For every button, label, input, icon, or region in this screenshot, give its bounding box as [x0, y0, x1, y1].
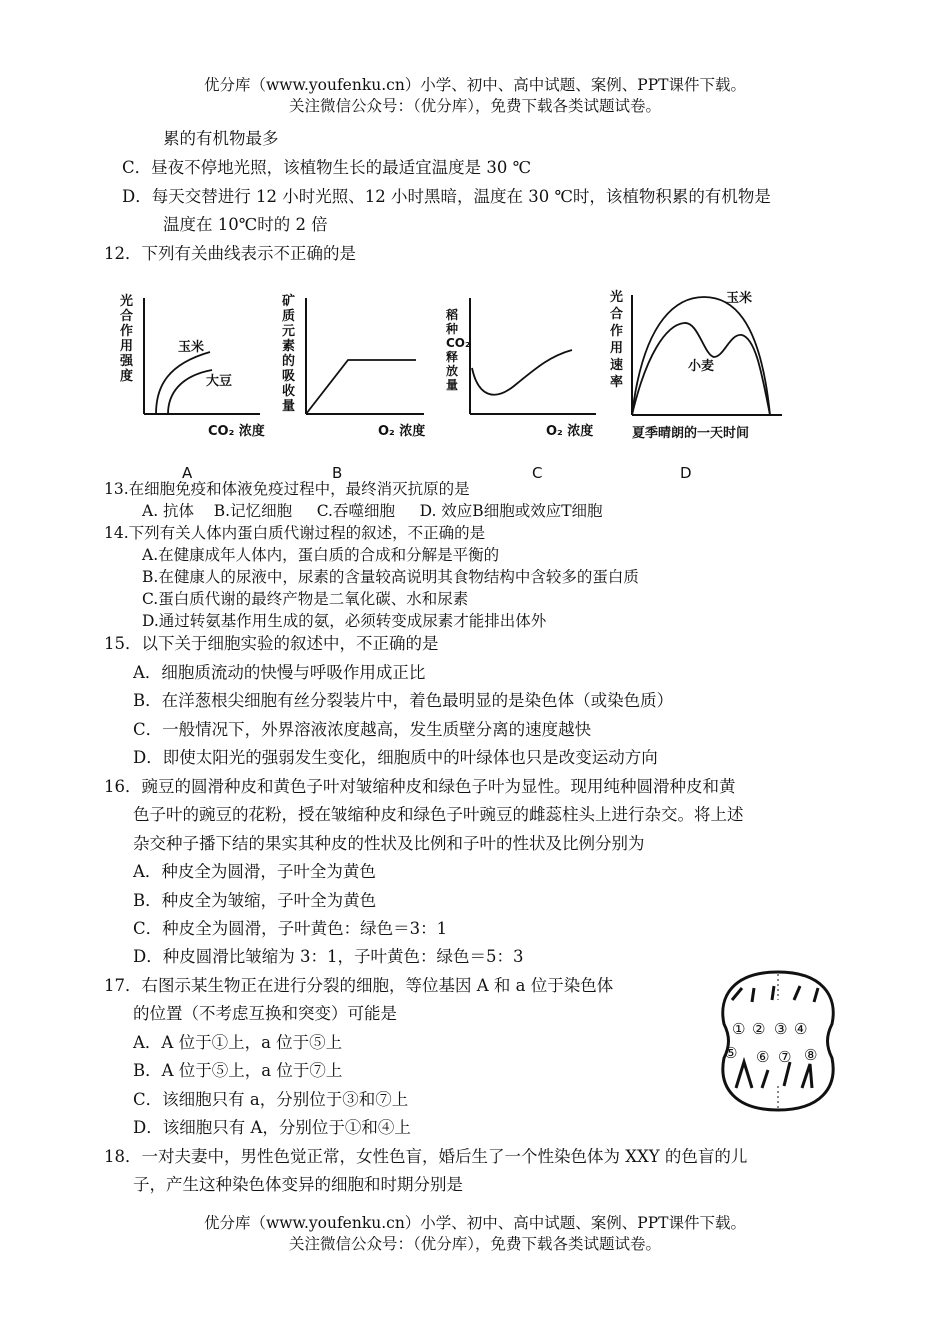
graph-a-series-soy: 大豆 — [206, 374, 233, 389]
graph-a-ylabel: 光合作用强度 — [120, 294, 134, 384]
q17-stem-line1: 17．右图示某生物正在进行分裂的细胞，等位基因 A 和 a 位于染色体 — [104, 976, 614, 995]
q16-stem-line1: 16．豌豆的圆滑种皮和黄色子叶对皱缩种皮和绿色子叶为显性。现用纯种圆滑种皮和黄 — [104, 777, 736, 796]
chromosome-label-4: ④ — [794, 1020, 808, 1038]
q16-option-c: C．种皮全为圆滑，子叶黄色：绿色＝3：1 — [133, 919, 448, 938]
q17-stem-line2: 的位置（不考虑互换和突变）可能是 — [133, 1004, 397, 1023]
q17-option-b: B．A 位于⑤上，a 位于⑦上 — [133, 1061, 343, 1080]
footer-line-1: 优分库（www.youfenku.cn）小学、初中、高中试题、案例、PPT课件下载。 — [203, 1214, 747, 1232]
header-line-2: 关注微信公众号：（优分库），免费下载各类试题试卷。 — [288, 97, 661, 115]
graph-c-plot — [446, 290, 606, 480]
footer-line-2: 关注微信公众号：（优分库），免费下载各类试题试卷。 — [288, 1235, 661, 1253]
q11-option-c: C．昼夜不停地光照，该植物生长的最适宜温度是 30 ℃ — [122, 158, 532, 177]
q11-option-d-line1: D．每天交替进行 12 小时光照、12 小时黑暗，温度在 30 ℃时，该植物积累的有机物是 — [122, 187, 771, 206]
graph-d — [610, 285, 790, 480]
graph-c-tag: C — [532, 464, 543, 482]
graph-d-series-wheat: 小麦 — [688, 359, 715, 374]
q17-option-d: D．该细胞只有 A，分别位于①和④上 — [133, 1118, 411, 1137]
q13-stem: 13.在细胞免疫和体液免疫过程中，最终消灭抗原的是 — [104, 480, 470, 498]
chromosome-label-8: ⑧ — [804, 1046, 818, 1064]
q16-stem-line3: 杂交种子播下结的果实其种皮的性状及比例和子叶的性状及比例分别为 — [133, 834, 645, 853]
q14-option-b: B.在健康人的尿液中，尿素的含量较高说明其食物结构中含较多的蛋白质 — [142, 568, 639, 586]
q12-stem: 12．下列有关曲线表示不正确的是 — [104, 244, 356, 263]
chromosome-label-2: ② — [752, 1020, 766, 1038]
chromosome-label-7: ⑦ — [778, 1048, 792, 1066]
graph-d-series-corn: 玉米 — [726, 291, 753, 306]
chromosome-label-3: ③ — [774, 1020, 788, 1038]
chromosome-label-6: ⑥ — [756, 1048, 770, 1066]
q16-option-b: B．种皮全为皱缩，子叶全为黄色 — [133, 891, 377, 910]
graph-d-ylabel: 光合作用速率 — [610, 290, 624, 390]
q16-option-a: A．种皮全为圆滑，子叶全为黄色 — [133, 862, 376, 881]
graph-d-tag: D — [680, 464, 692, 482]
q15-option-b: B．在洋葱根尖细胞有丝分裂装片中，着色最明显的是染色体（或染色质） — [133, 691, 674, 710]
q18-stem-line1: 18．一对夫妻中，男性色觉正常，女性色盲，婚后生了一个性染色体为 XXY 的色盲的儿 — [104, 1147, 748, 1166]
chromosome-label-5: ⑤ — [724, 1044, 738, 1062]
q18-stem-line2: 子，产生这种染色体变异的细胞和时期分别是 — [133, 1175, 463, 1194]
q15-option-d: D．即使太阳光的强弱发生变化，细胞质中的叶绿体也只是改变运动方向 — [133, 748, 658, 767]
graph-b-tag: B — [332, 464, 343, 482]
chromosome-label-1: ① — [732, 1020, 746, 1038]
graph-d-plot — [610, 285, 790, 480]
graph-b — [282, 290, 432, 480]
graph-b-plot — [282, 290, 432, 480]
q14-option-c: C.蛋白质代谢的最终产物是二氧化碳、水和尿素 — [142, 590, 469, 608]
graph-b-xlabel: O₂ 浓度 — [378, 424, 426, 439]
q16-option-d: D．种皮圆滑比皱缩为 3：1，子叶黄色：绿色＝5：3 — [133, 947, 524, 966]
q17-option-a: A．A 位于①上，a 位于⑤上 — [133, 1033, 343, 1052]
q11-option-d-line2: 温度在 10℃时的 2 倍 — [163, 215, 328, 234]
graph-d-xlabel: 夏季晴朗的一天时间 — [632, 426, 750, 441]
q13-options: A. 抗体 B.记忆细胞 C.吞噬细胞 D. 效应B细胞或效应T细胞 — [142, 502, 603, 520]
header-line-1: 优分库（www.youfenku.cn）小学、初中、高中试题、案例、PPT课件下载。 — [203, 76, 747, 94]
q15-option-a: A．细胞质流动的快慢与呼吸作用成正比 — [133, 663, 426, 682]
graph-a-xlabel: CO₂ 浓度 — [208, 424, 265, 439]
graph-a-series-corn: 玉米 — [178, 340, 205, 355]
q17-option-c: C．该细胞只有 a，分别位于③和⑦上 — [133, 1090, 409, 1109]
q14-option-d: D.通过转氨基作用生成的氨，必须转变成尿素才能排出体外 — [142, 612, 547, 630]
q15-stem: 15．以下关于细胞实验的叙述中，不正确的是 — [104, 634, 439, 653]
graph-a — [120, 290, 270, 480]
graph-c-xlabel: O₂ 浓度 — [546, 424, 594, 439]
q11-continuation: 累的有机物最多 — [163, 129, 279, 148]
graph-c — [446, 290, 606, 480]
q14-stem: 14.下列有关人体内蛋白质代谢过程的叙述，不正确的是 — [104, 524, 486, 542]
graph-a-plot — [120, 290, 270, 480]
q15-option-c: C．一般情况下，外界溶液浓度越高，发生质壁分离的速度越快 — [133, 720, 592, 739]
q14-option-a: A.在健康成年人体内，蛋白质的合成和分解是平衡的 — [142, 546, 500, 564]
dividing-cell-diagram — [714, 966, 844, 1116]
graph-c-curve — [472, 350, 572, 395]
graph-b-ylabel: 矿质元素的吸收量 — [282, 294, 296, 414]
q16-stem-line2: 色子叶的豌豆的花粉，授在皱缩种皮和绿色子叶豌豆的雌蕊柱头上进行杂交。将上述 — [133, 805, 744, 824]
graph-a-tag: A — [182, 464, 193, 482]
graph-b-curve — [306, 360, 416, 414]
graph-c-ylabel: 稻种CO₂释放量 — [446, 308, 471, 392]
